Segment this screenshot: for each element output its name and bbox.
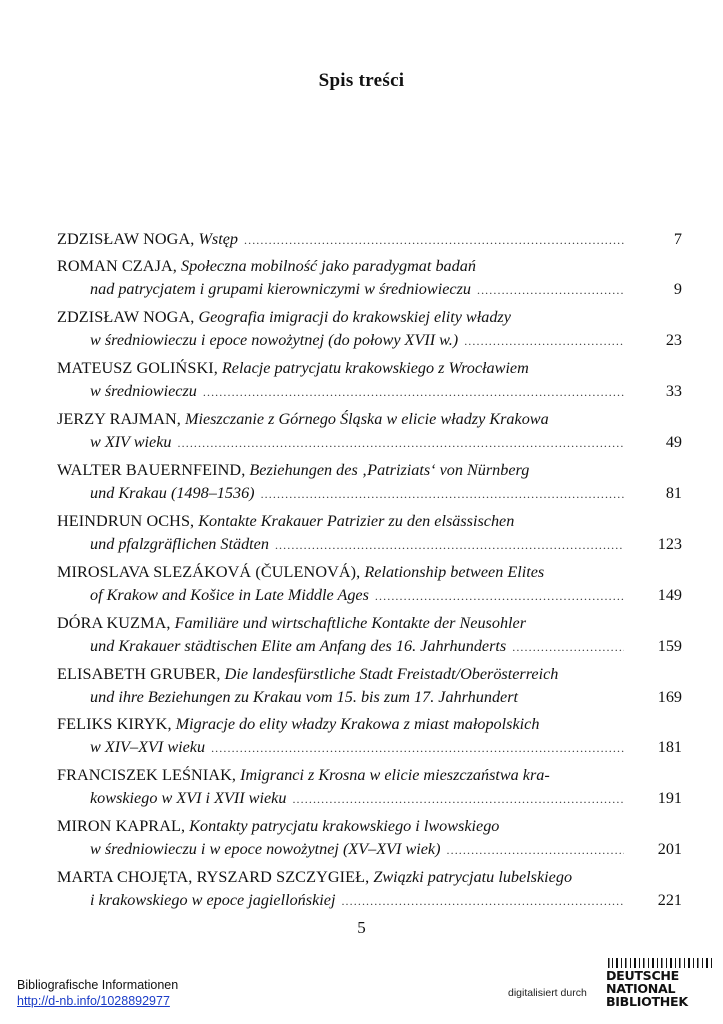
entry-author: DÓRA KUZMA, [57, 614, 171, 632]
leader-dots [375, 585, 624, 608]
dnb-logo [606, 958, 714, 1014]
entry-title-cont: kowskiego w XVI i XVII wieku [90, 789, 287, 807]
logo-line-3: BIBLIOTHEK [606, 994, 688, 1009]
toc-entry[interactable] [57, 663, 682, 709]
dnb-logo-text [606, 969, 688, 1008]
entry-title-cont: nad patrycjatem i grupami kierowniczymi w średniowieczu [90, 280, 471, 298]
entry-title-cont: w średniowieczu i epoce nowożytnej (do połowy XVII w.) [90, 331, 459, 349]
entry-author: MATEUSZ GOLIŃSKI, [57, 359, 218, 377]
leader-dots [261, 483, 624, 506]
entry-title: Familiäre und wirtschaftliche Kontakte der Neusohler [174, 614, 527, 632]
page-title: Spis treści [318, 70, 405, 91]
entry-page: 7 [673, 230, 682, 248]
leader-dots [464, 330, 624, 353]
entry-page: 49 [665, 433, 682, 451]
logo-line-2: NATIONAL [606, 981, 676, 996]
leader-dots [512, 636, 624, 659]
entry-page: 169 [657, 688, 682, 706]
toc-entry[interactable] [57, 510, 682, 557]
dnb-stripes-icon [606, 958, 714, 968]
entry-page: 81 [665, 484, 682, 502]
digitized-by-text: digitalisiert durch [508, 987, 587, 999]
entry-title: Społeczna mobilność jako paradygmat badań [180, 257, 476, 275]
toc-entry[interactable] [57, 713, 682, 760]
toc-entry[interactable] [57, 815, 682, 862]
toc-entry[interactable] [57, 255, 682, 302]
entry-author: ROMAN CZAJA, [57, 257, 177, 275]
entry-title: Mieszczanie z Górnego Śląska w elicie władzy Krakowa [184, 410, 549, 428]
entry-title-cont: w XIV–XVI wieku [90, 738, 206, 756]
entry-title: Związki patrycjatu lubelskiego [373, 868, 573, 886]
entry-page: 159 [657, 637, 682, 655]
logo-line-1: DEUTSCHE [606, 968, 679, 983]
bibliographic-info [17, 978, 178, 1008]
toc-entry[interactable] [57, 866, 682, 913]
entry-author: WALTER BAUERNFEIND, [57, 461, 246, 479]
entry-title-cont: w średniowieczu [90, 382, 197, 400]
entry-author: MARTA CHOJĘTA, RYSZARD SZCZYGIEŁ, [57, 868, 370, 886]
entry-title: Die landesfürstliche Stadt Freistadt/Oberösterreich [224, 665, 559, 683]
entry-page: 123 [657, 535, 682, 553]
entry-title: Relacje patrycjatu krakowskiego z Wrocławiem [221, 359, 529, 377]
entry-author: HEINDRUN OCHS, [57, 512, 195, 530]
entry-author: ZDZISŁAW NOGA, [57, 308, 195, 326]
toc-entry[interactable] [57, 764, 682, 811]
entry-title-cont: w XIV wieku [90, 433, 172, 451]
toc-entry[interactable] [57, 408, 682, 455]
leader-dots [341, 890, 624, 913]
toc-entry[interactable] [57, 459, 682, 506]
bib-label: Bibliografische Informationen [17, 978, 179, 992]
entry-page: 181 [657, 738, 682, 756]
entry-title-cont: w średniowieczu i w epoce nowożytnej (XV–XVI wiek) [90, 840, 441, 858]
entry-author: JERZY RAJMAN, [57, 410, 181, 428]
toc-entry[interactable] [57, 306, 682, 353]
entry-page: 33 [665, 382, 682, 400]
toc-entry[interactable] [57, 228, 682, 252]
entry-page: 9 [673, 280, 682, 298]
entry-author: ELISABETH GRUBER, [57, 665, 221, 683]
entry-author: MIROSLAVA SLEZÁKOVÁ (ČULENOVÁ), [57, 563, 361, 581]
page-number: 5 [357, 918, 366, 937]
leader-dots [292, 788, 624, 811]
leader-dots [178, 432, 624, 455]
entry-author: MIRON KAPRAL, [57, 817, 186, 835]
leader-dots [244, 229, 624, 252]
leader-dots [203, 381, 624, 404]
entry-page: 221 [657, 891, 682, 909]
entry-title-cont: i krakowskiego w epoce jagiellońskiej [90, 891, 336, 909]
entry-title-cont: und Krakauer städtischen Elite am Anfang des 16. Jahrhunderts [90, 637, 507, 655]
entry-title-cont: of Krakow and Košice in Late Middle Ages [90, 586, 369, 604]
entry-title: Wstęp [198, 230, 238, 248]
entry-title: Imigranci z Krosna w elicie mieszczaństwa kra- [240, 766, 550, 784]
entry-author: FELIKS KIRYK, [57, 715, 172, 733]
toc-entry[interactable] [57, 357, 682, 404]
entry-page: 149 [657, 586, 682, 604]
entry-title: Kontakte Krakauer Patrizier zu den elsässischen [198, 512, 515, 530]
entry-author: ZDZISŁAW NOGA, [57, 230, 195, 248]
toc-entry[interactable] [57, 561, 682, 608]
bib-link[interactable]: http://d-nb.info/1028892977 [17, 994, 170, 1008]
entry-author: FRANCISZEK LEŚNIAK, [57, 766, 237, 784]
entry-title: Relationship between Elites [364, 563, 545, 581]
entry-title-cont: und pfalzgräflichen Städten [90, 535, 269, 553]
entry-page: 191 [657, 789, 682, 807]
entry-title: Geografia imigracji do krakowskiej elity władzy [198, 308, 511, 326]
entry-page: 23 [665, 331, 682, 349]
entry-title-cont: und ihre Beziehungen zu Krakau vom 15. bis zum 17. Jahrhundert [90, 688, 519, 706]
table-of-contents [57, 228, 682, 914]
entry-title: Kontakty patrycjatu krakowskiego i lwowskiego [189, 817, 500, 835]
entry-title: Migracje do elity władzy Krakowa z miast małopolskich [175, 715, 540, 733]
leader-dots [447, 839, 625, 862]
entry-title-cont: und Krakau (1498–1536) [90, 484, 255, 502]
leader-dots [211, 737, 624, 760]
leader-dots [275, 534, 624, 557]
entry-page: 201 [657, 840, 682, 858]
toc-entry[interactable] [57, 612, 682, 659]
entry-title: Beziehungen des ‚Patriziats‘ von Nürnberg [249, 461, 530, 479]
leader-dots [477, 279, 624, 302]
